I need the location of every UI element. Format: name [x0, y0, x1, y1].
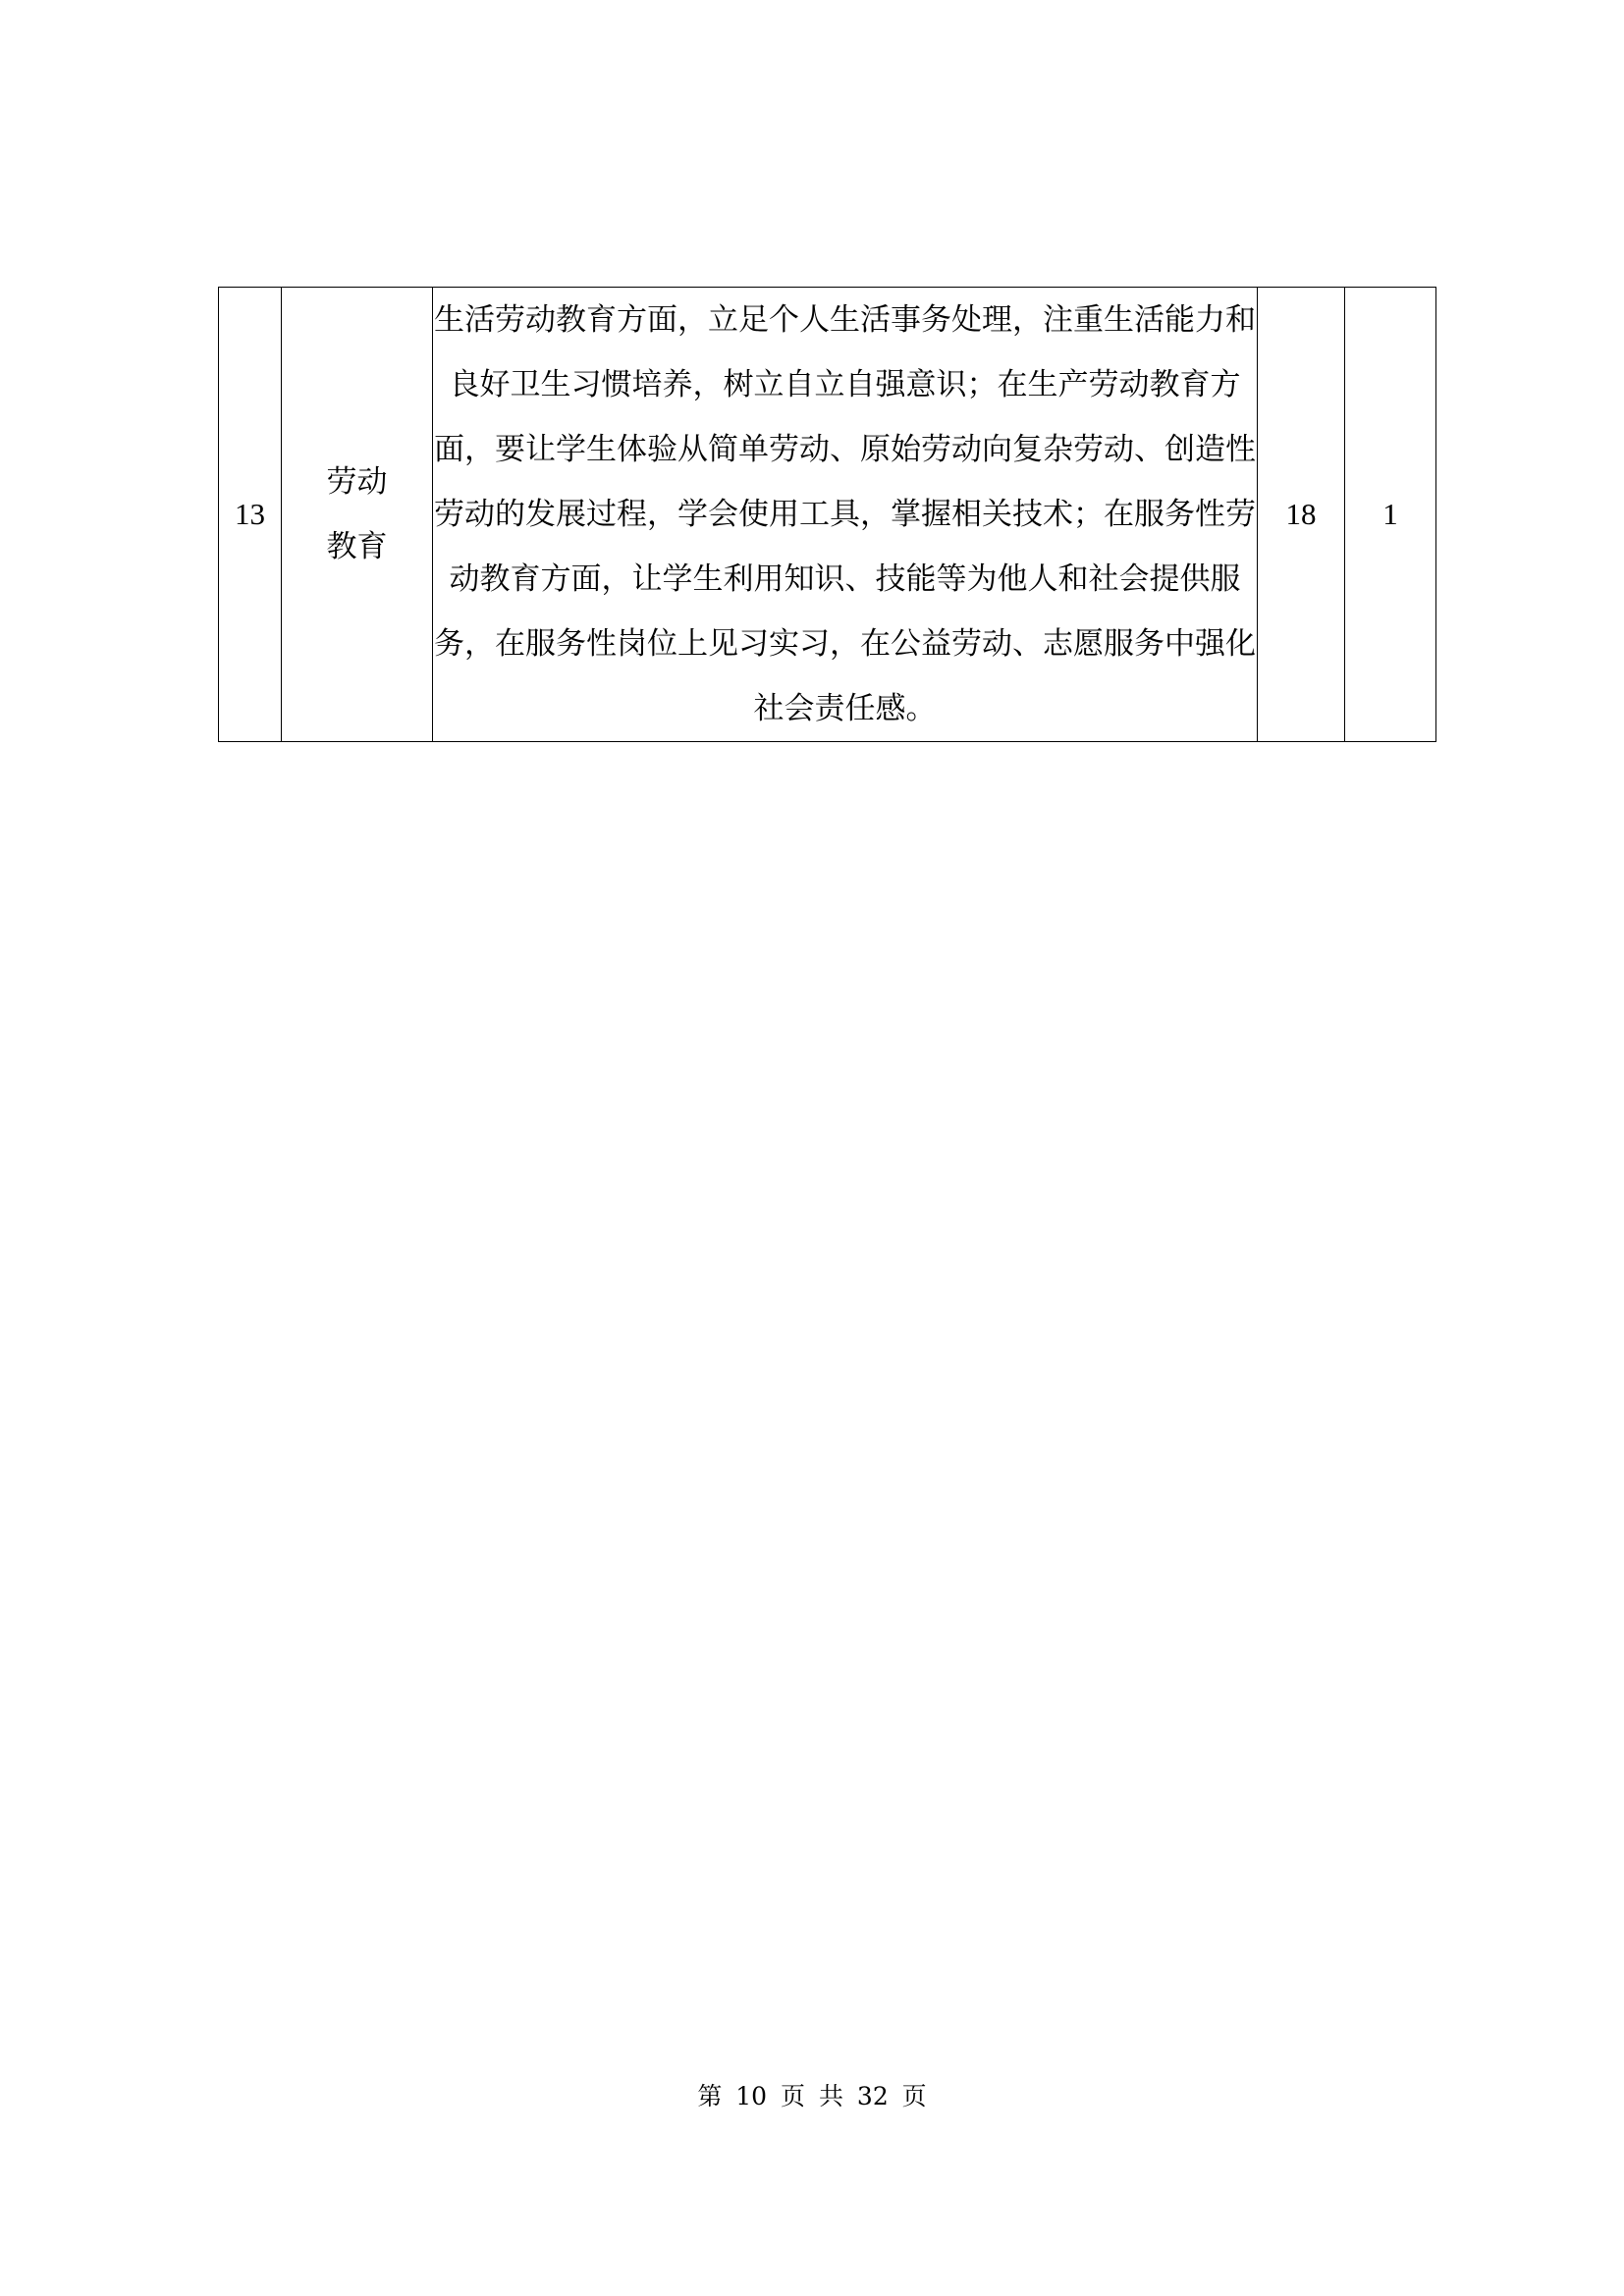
credits-cell: 1 — [1345, 288, 1436, 742]
course-description-cell: 生活劳动教育方面，立足个人生活事务处理，注重生活能力和良好卫生习惯培养，树立自立自强意识；在生产劳动教育方面，要让学生体验从简单劳动、原始劳动向复杂劳动、创造性劳动的发展过程，学会使用工具，掌握相关技术；在服务性劳动教育方面，让学生利用知识、技能等为他人和社会提供服务，在服务性岗位上见习实习，在公益劳动、志愿服务中强化社会责任感。 — [433, 288, 1258, 742]
course-name-cell — [282, 288, 433, 742]
course-name-line-1: 劳动 — [326, 464, 388, 500]
page-footer: 第 10 页 共 32 页 — [697, 2082, 927, 2110]
hours-cell: 18 — [1258, 288, 1345, 742]
table-row — [219, 288, 1436, 742]
course-name-line-2: 教育 — [326, 529, 388, 564]
course-table — [218, 287, 1436, 742]
row-number-cell: 13 — [219, 288, 282, 742]
